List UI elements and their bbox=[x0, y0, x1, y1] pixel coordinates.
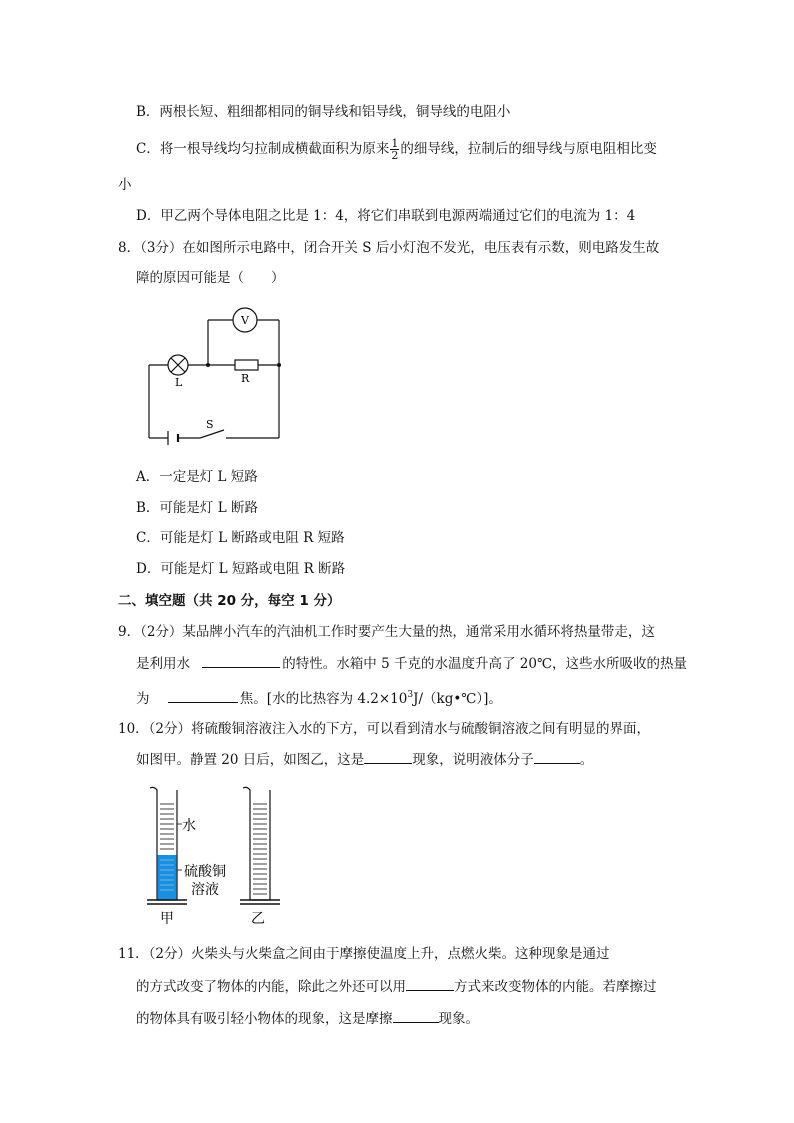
fraction-numerator: 1 bbox=[391, 137, 399, 150]
q9-text: 是利用水 bbox=[136, 656, 190, 672]
q11-text: 方式来改变物体的内能。若摩擦过 bbox=[454, 979, 657, 995]
q11-text: 的方式改变了物体的内能，除此之外还可以用 bbox=[136, 979, 406, 995]
resistor-label: R bbox=[241, 372, 250, 385]
q7-option-b: B．两根长短、粗细都相同的铜导线和铝导线，铜导线的电阻小 bbox=[136, 104, 511, 120]
junction-dot bbox=[277, 363, 281, 367]
switch-symbol bbox=[200, 430, 224, 438]
caption-jia: 甲 bbox=[160, 911, 174, 927]
q11-text: 的物体具有吸引轻小物体的现象，这是摩擦 bbox=[136, 1011, 393, 1027]
q11-text: 现象。 bbox=[438, 1011, 479, 1027]
q9-answer-blank-1[interactable] bbox=[202, 653, 280, 668]
voltmeter-label: V bbox=[241, 314, 249, 327]
q8-circuit-diagram bbox=[140, 300, 290, 445]
q10-text: 现象，说明液体分子 bbox=[412, 752, 534, 768]
q9-line-3 bbox=[136, 685, 502, 709]
q10-answer-blank-1[interactable] bbox=[364, 749, 412, 764]
q9-text: 的特性。水箱中 5 千克的水温度升高了 20℃，这些水所吸收的热量 bbox=[282, 656, 688, 672]
q9-line-1: 9．（2分）某品牌小汽车的汽油机工作时要产生大量的热，通常采用水循环将热量带走，这 bbox=[118, 624, 655, 640]
solution-label-line-1: 硫酸铜 bbox=[184, 864, 226, 880]
q8-stem-line-2: 障的原因可能是（ ） bbox=[136, 270, 285, 286]
battery-symbol bbox=[168, 431, 178, 445]
q10-line-1: 10．（2分）将硫酸铜溶液注入水的下方，可以看到清水与硫酸铜溶液之间有明显的界面， bbox=[118, 721, 651, 737]
q9-text: J/（kg•℃）]。 bbox=[413, 691, 502, 707]
section-heading: 二、填空题（共 20 分，每空 1 分） bbox=[118, 593, 341, 609]
junction-dot bbox=[206, 363, 210, 367]
q11-answer-blank-2[interactable] bbox=[393, 1008, 439, 1023]
q8-option-c: C．可能是灯 L 断路或电阻 R 短路 bbox=[136, 530, 345, 546]
q11-answer-blank-1[interactable] bbox=[406, 976, 454, 991]
switch-label: S bbox=[206, 418, 214, 431]
q8-stem-line-1: 8．（3分）在如图所示电路中，闭合开关 S 后小灯泡不发光，电压表有示数，则电路发生故 bbox=[118, 240, 660, 256]
q9-superscript: 3 bbox=[407, 690, 414, 700]
resistor-symbol bbox=[235, 360, 258, 370]
q10-text: 。 bbox=[579, 752, 594, 768]
q8-option-b: B．可能是灯 L 断路 bbox=[136, 500, 258, 516]
q10-answer-blank-2[interactable] bbox=[534, 749, 580, 764]
q10-line-2 bbox=[136, 749, 593, 770]
cylinder-jia bbox=[147, 787, 187, 904]
q7-option-c-text-1: C．将一根导线均匀拉制成横截面积为原来 bbox=[136, 141, 390, 157]
q9-answer-blank-2[interactable] bbox=[168, 688, 238, 703]
lamp-symbol bbox=[168, 355, 188, 375]
q7-option-c-continued: 小 bbox=[118, 177, 132, 193]
q8-option-d: D．可能是灯 L 短路或电阻 R 断路 bbox=[136, 561, 346, 577]
q10-text: 如图甲。静置 20 日后，如图乙，这是 bbox=[136, 752, 365, 768]
q10-cylinder-figure bbox=[140, 778, 290, 930]
lamp-label: L bbox=[175, 376, 183, 389]
q9-line-2 bbox=[136, 653, 687, 674]
caption-yi: 乙 bbox=[251, 911, 265, 927]
cylinder-yi bbox=[240, 787, 280, 904]
q11-line-3 bbox=[136, 1008, 479, 1029]
water-label: 水 bbox=[182, 818, 196, 834]
q7-option-c-text-2: 的细导线，拉制后的细导线与原电阻相比变 bbox=[400, 141, 657, 157]
solution-label-line-2: 溶液 bbox=[191, 882, 219, 898]
q9-text: 为 bbox=[136, 691, 150, 707]
q7-option-d: D．甲乙两个导体电阻之比是 1：4，将它们串联到电源两端通过它们的电流为 1：4 bbox=[136, 208, 636, 224]
q8-option-a: A．一定是灯 L 短路 bbox=[136, 469, 258, 485]
q7-option-c bbox=[136, 138, 657, 161]
fraction-one-half bbox=[390, 138, 399, 161]
q11-line-1: 11．（2分）火柴头与火柴盒之间由于摩擦使温度上升，点燃火柴。这种现象是通过 bbox=[118, 946, 610, 962]
fraction-denominator: 2 bbox=[391, 149, 399, 162]
q9-text: 焦。[水的比热容为 4.2×10 bbox=[239, 691, 408, 707]
q11-line-2 bbox=[136, 976, 657, 997]
copper-sulfate-solution bbox=[158, 855, 177, 900]
